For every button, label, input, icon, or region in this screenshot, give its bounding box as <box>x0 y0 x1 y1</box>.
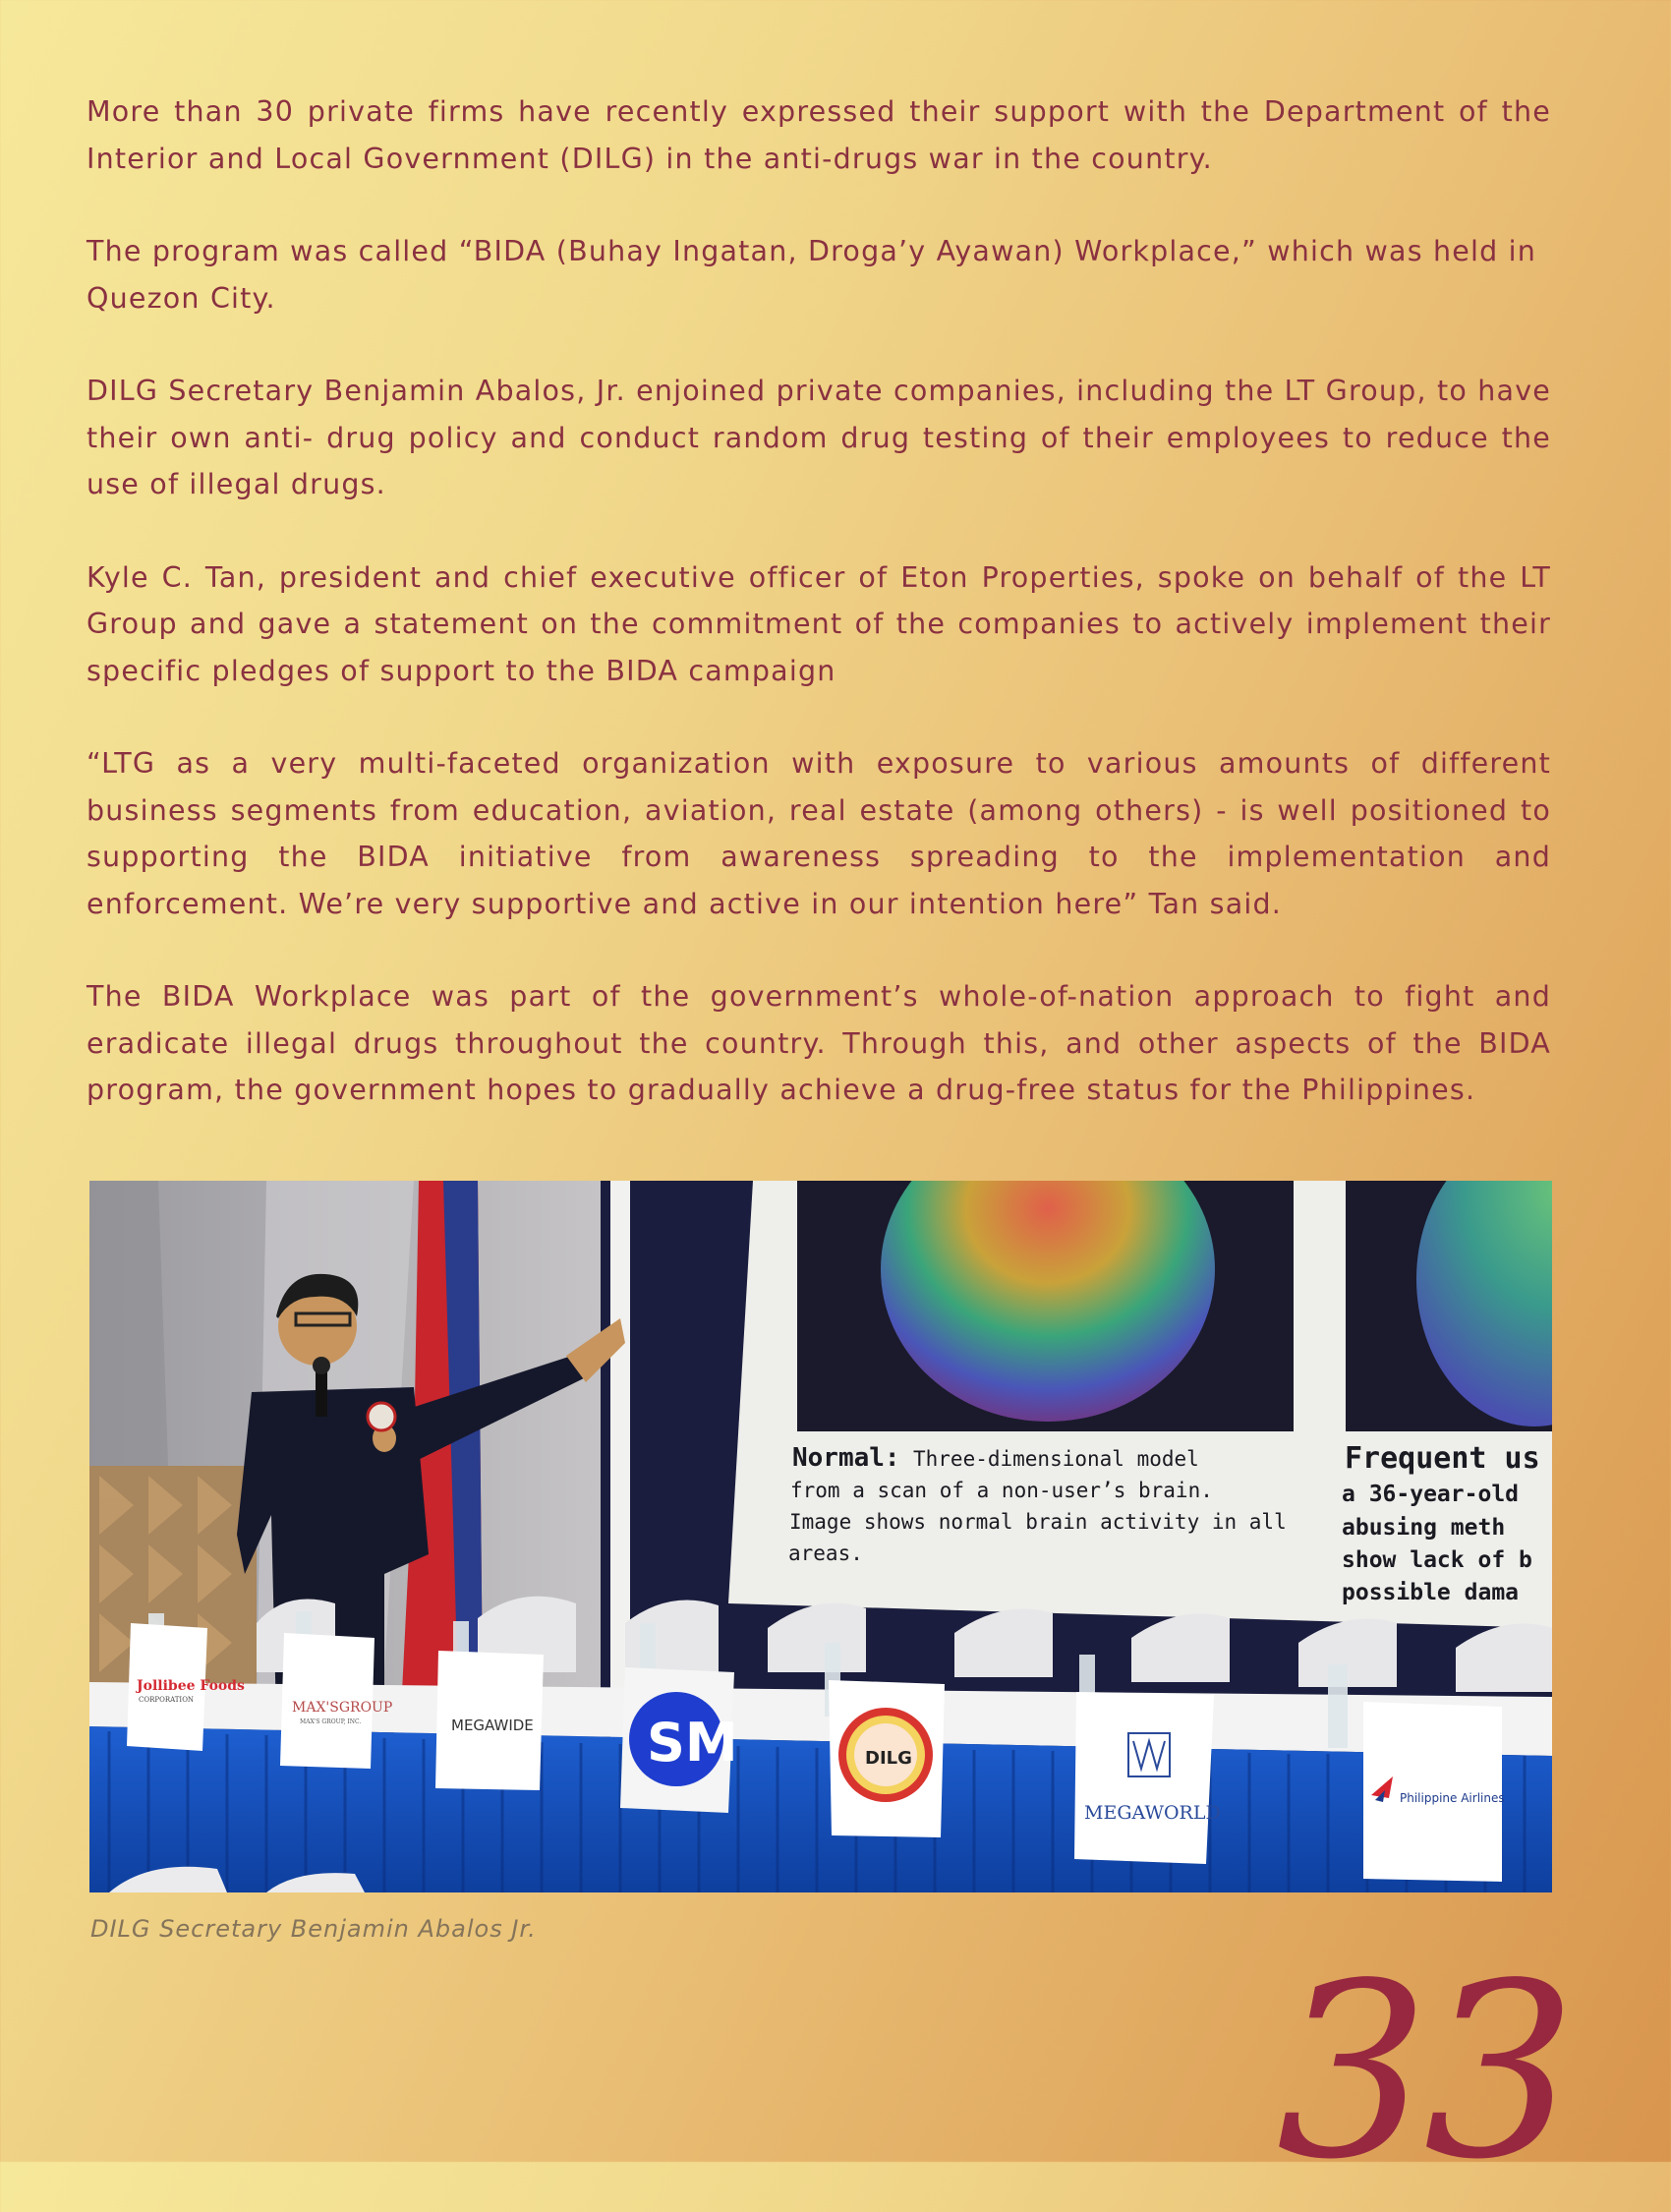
slide-left-line: from a scan of a non-user’s brain. <box>790 1479 1213 1502</box>
placard-megaworld <box>1074 1692 1214 1864</box>
article-paragraph: The program was called “BIDA (Buhay Ingatan, Droga’y Ayawan) Workplace,” which was held in Quezon City. <box>86 235 1537 315</box>
slide-right-line: possible dama <box>1342 1580 1520 1605</box>
placard-jollibee-text: Jollibee Foods <box>137 1678 245 1694</box>
page-number: 33 <box>1276 1932 1571 2212</box>
slide-right-line: a 36-year-old <box>1342 1482 1520 1507</box>
event-photo <box>89 1181 1552 1892</box>
slide-left-line: Three-dimensional model <box>913 1447 1199 1471</box>
slide-left-line: Image shows normal brain activity in all <box>789 1510 1287 1534</box>
slide-right-title: Frequent us <box>1345 1441 1540 1476</box>
placard-maxs-text: MAX'SGROUP <box>292 1700 393 1716</box>
article-paragraph: “LTG as a very multi-faceted organization with exposure to various amounts of different business segments from education, aviation, real estate (among others) - is well positioned to supporting the BIDA initiative from awareness spreading to the implementation and enforcement. We’re very supportive and active in our intention here” Tan said. <box>86 747 1551 920</box>
placard-megaworld-text: MEGAWORLD <box>1084 1802 1221 1824</box>
sm-logo-text: SM <box>647 1712 738 1774</box>
slide-left-line: areas. <box>788 1542 863 1565</box>
article-paragraph: More than 30 private firms have recently expressed their support with the Department of the Interior and Local Government (DILG) in the anti-drugs war in the country. <box>86 95 1551 175</box>
slide-right-line: abusing meth <box>1342 1515 1506 1541</box>
placard-maxs-sub: MAX'S GROUP, INC. <box>300 1718 362 1725</box>
article-paragraph: DILG Secretary Benjamin Abalos, Jr. enjoined private companies, including the LT Group, to have their own anti- drug policy and conduct random drug testing of their employees to reduce the use of illegal drugs. <box>86 375 1551 500</box>
article-paragraph: The BIDA Workplace was part of the government’s whole-of-nation approach to fight and eradicate illegal drugs throughout the country. Through this, and other aspects of the BIDA program, the government hopes to gradually achieve a drug-free status for the Philippines. <box>86 980 1551 1106</box>
photo-caption: DILG Secretary Benjamin Abalos Jr. <box>90 1915 537 1943</box>
article-body <box>86 88 1551 1160</box>
placard-pal-text: Philippine Airlines <box>1400 1791 1505 1805</box>
placard-jollibee-sub: CORPORATION <box>139 1696 195 1704</box>
article-paragraph: Kyle C. Tan, president and chief executive officer of Eton Properties, spoke on behalf of the LT Group and gave a statement on the commitment of the companies to actively implement their specific pledges of support to the BIDA campaign <box>86 560 1551 687</box>
dilg-logo-text: DILG <box>865 1748 912 1769</box>
slide-right-line: show lack of b <box>1342 1547 1532 1573</box>
placard-megawide-text: MEGAWIDE <box>451 1717 534 1734</box>
slide-left-title: Normal: <box>792 1443 900 1473</box>
